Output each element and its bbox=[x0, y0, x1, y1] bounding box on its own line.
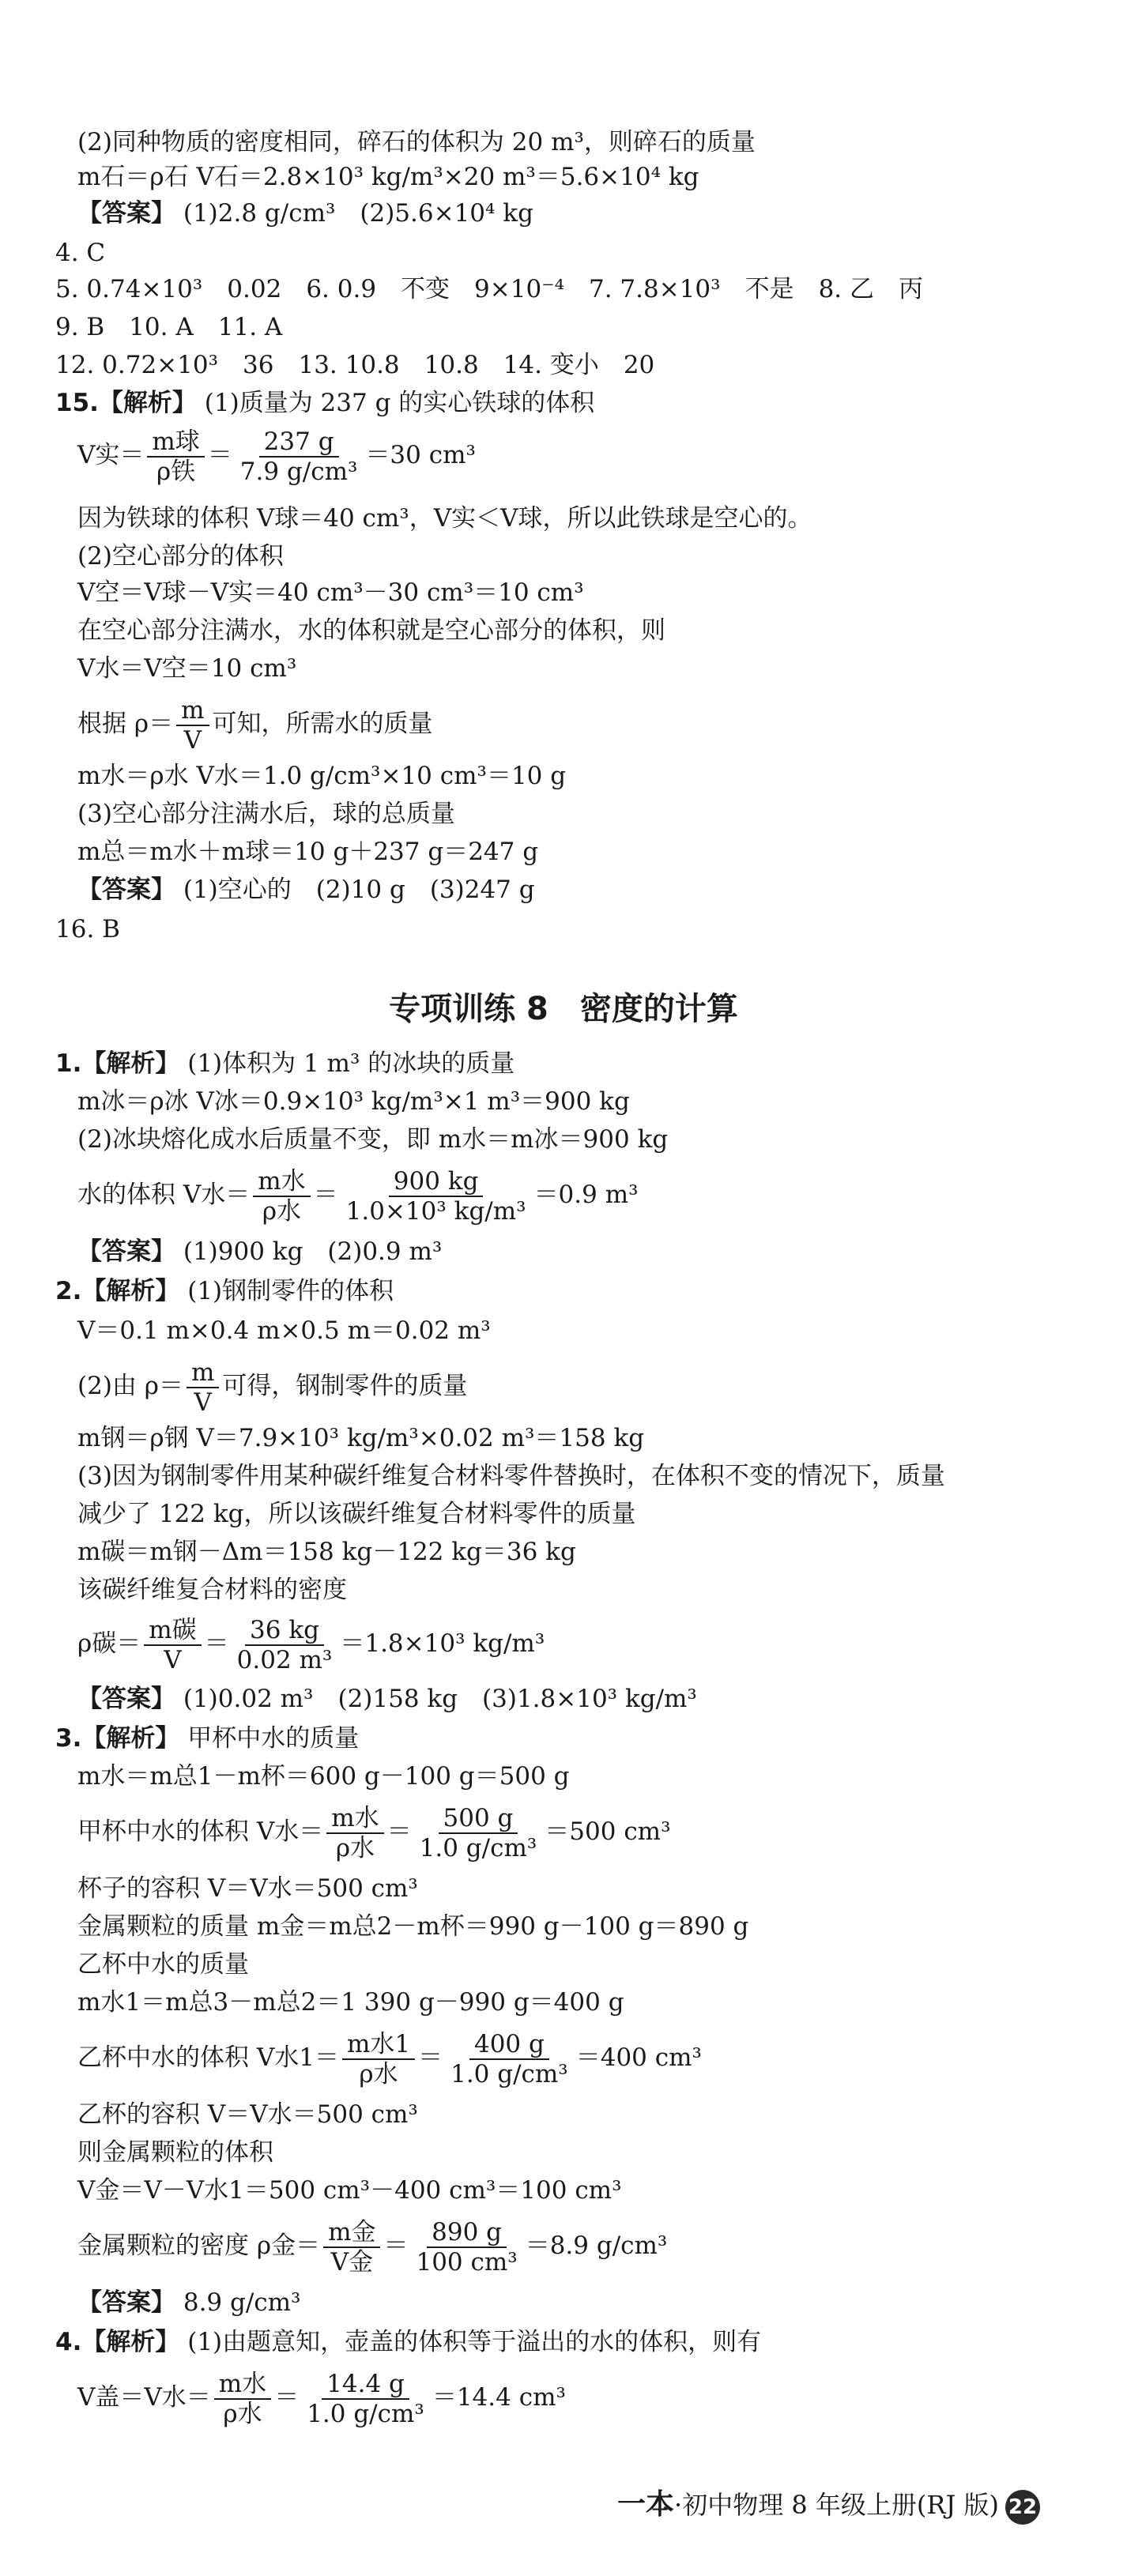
denominator: ρ水 bbox=[262, 1196, 302, 1226]
numerator: m水 bbox=[326, 1804, 383, 1834]
fraction-line bbox=[77, 2217, 667, 2277]
formula-suffix: 可知，所需水的质量 bbox=[212, 710, 433, 738]
analysis-line bbox=[55, 2326, 761, 2358]
formula-line: V＝0.1 m×0.4 m×0.5 m＝0.02 m³ bbox=[77, 1316, 491, 1345]
answer-tag: 【答案】 bbox=[77, 1237, 175, 1266]
formula-prefix: 金属颗粒的密度 ρ金＝ bbox=[77, 2231, 321, 2260]
fraction-line bbox=[77, 2029, 702, 2088]
analysis-line bbox=[55, 387, 594, 419]
formula-suffix: ＝14.4 cm³ bbox=[432, 2383, 566, 2412]
denominator: ρ水 bbox=[223, 2399, 262, 2428]
text-line: 在空心部分注满水，水的体积就是空心部分的体积，则 bbox=[77, 616, 665, 645]
fraction-line bbox=[77, 1166, 639, 1226]
page-footer bbox=[617, 2487, 1040, 2525]
fraction-line bbox=[77, 1615, 545, 1674]
answer-text: (1)900 kg (2)0.9 m³ bbox=[183, 1237, 443, 1266]
answer-item: 16. B bbox=[55, 915, 120, 943]
formula-prefix: (2)由 ρ＝ bbox=[77, 1372, 183, 1400]
formula-suffix: ＝8.9 g/cm³ bbox=[525, 2231, 668, 2260]
fraction bbox=[187, 1358, 219, 1417]
fraction bbox=[342, 2030, 415, 2088]
fraction bbox=[326, 1804, 383, 1862]
formula-line: m总＝m水＋m球＝10 g＋237 g＝247 g bbox=[77, 838, 539, 866]
numerator: m碳 bbox=[144, 1616, 201, 1646]
fraction-line bbox=[77, 1358, 467, 1417]
analysis-tag: 3.【解析】 bbox=[55, 1724, 180, 1753]
formula-suffix: ＝0.9 m³ bbox=[533, 1181, 639, 1209]
equals: ＝ bbox=[418, 2043, 443, 2072]
answer-item: 5. 0.74×10³ 0.02 6. 0.9 不变 9×10⁻⁴ 7. 7.8×10³ 不是 8. 乙 丙 bbox=[55, 275, 924, 303]
equals: ＝ bbox=[274, 2383, 300, 2412]
answer-tag: 【答案】 bbox=[77, 199, 175, 228]
answer-text: (1)2.8 g/cm³ (2)5.6×10⁴ kg bbox=[183, 199, 533, 228]
numerator: 400 g bbox=[469, 2030, 549, 2060]
formula-suffix: ＝500 cm³ bbox=[545, 1817, 671, 1846]
numerator: m bbox=[187, 1358, 219, 1388]
numerator: m水 bbox=[214, 2370, 271, 2400]
formula-line: m钢＝ρ钢 V＝7.9×10³ kg/m³×0.02 m³＝158 kg bbox=[77, 1424, 645, 1452]
numerator: m水 bbox=[253, 1167, 310, 1197]
formula-line: m碳＝m钢－Δm＝158 kg－122 kg＝36 kg bbox=[77, 1538, 576, 1566]
formula-line: V空＝V球－V实＝40 cm³－30 cm³＝10 cm³ bbox=[77, 578, 584, 607]
equals: ＝ bbox=[383, 2231, 409, 2260]
fraction-line bbox=[77, 695, 433, 755]
analysis-tag: 15.【解析】 bbox=[55, 389, 197, 417]
text-line: (3)空心部分注满水后，球的总质量 bbox=[77, 800, 455, 828]
formula-prefix: 乙杯中水的体积 V水1＝ bbox=[77, 2043, 339, 2072]
denominator: V bbox=[194, 1388, 212, 1417]
formula-line: m水＝m总1－m杯＝600 g－100 g＝500 g bbox=[77, 1762, 570, 1791]
equals: ＝ bbox=[313, 1181, 338, 1209]
fraction bbox=[302, 2370, 429, 2428]
formula-line: 乙杯的容积 V＝V水＝500 cm³ bbox=[77, 2100, 418, 2129]
fraction-line bbox=[77, 1803, 671, 1862]
fraction bbox=[411, 2218, 522, 2277]
formula-suffix: ＝1.8×10³ kg/m³ bbox=[340, 1629, 545, 1658]
equals: ＝ bbox=[386, 1817, 412, 1846]
fraction bbox=[446, 2030, 573, 2088]
formula-suffix: ＝400 cm³ bbox=[575, 2043, 702, 2072]
denominator: V金 bbox=[330, 2247, 373, 2277]
analysis-text: (1)体积为 1 m³ 的冰块的质量 bbox=[187, 1049, 515, 1078]
answer-text: (1)空心的 (2)10 g (3)247 g bbox=[183, 876, 535, 904]
answer-text: 8.9 g/cm³ bbox=[183, 2288, 301, 2317]
answer-tag: 【答案】 bbox=[77, 2288, 175, 2317]
analysis-tag: 1.【解析】 bbox=[55, 1049, 180, 1078]
section-title: 专项训练 8 密度的计算 bbox=[389, 991, 738, 1027]
formula-line: V金＝V－V水1＝500 cm³－400 cm³＝100 cm³ bbox=[77, 2176, 622, 2205]
fraction bbox=[415, 1804, 542, 1862]
answer-line bbox=[77, 198, 533, 229]
fraction-line bbox=[77, 2369, 566, 2428]
formula-prefix: 甲杯中水的体积 V水＝ bbox=[77, 1817, 324, 1846]
formula-line: m水1＝m总3－m总2＝1 390 g－990 g＝400 g bbox=[77, 1988, 624, 2017]
text-line: (2)同种物质的密度相同，碎石的体积为 20 m³，则碎石的质量 bbox=[77, 128, 756, 156]
numerator: m金 bbox=[323, 2218, 380, 2248]
fraction bbox=[214, 2370, 271, 2428]
numerator: m球 bbox=[147, 427, 204, 458]
text-line: (3)因为钢制零件用某种碳纤维复合材料零件替换时，在体积不变的情况下，质量 bbox=[77, 1462, 945, 1490]
numerator: m bbox=[176, 696, 209, 726]
page-number: 22 bbox=[1005, 2490, 1040, 2525]
analysis-text: (1)钢制零件的体积 bbox=[187, 1277, 394, 1305]
denominator: 100 cm³ bbox=[416, 2247, 518, 2277]
formula-line: m水＝ρ水 V水＝1.0 g/cm³×10 cm³＝10 g bbox=[77, 762, 567, 790]
analysis-text: 甲杯中水的质量 bbox=[187, 1724, 360, 1753]
text-line: 乙杯中水的质量 bbox=[77, 1950, 249, 1979]
formula-line: m石＝ρ石 V石＝2.8×10³ kg/m³×20 m³＝5.6×10⁴ kg bbox=[77, 163, 699, 191]
fraction bbox=[144, 1616, 201, 1674]
formula-suffix: 可得，钢制零件的质量 bbox=[222, 1372, 468, 1400]
denominator: 1.0×10³ kg/m³ bbox=[345, 1196, 526, 1226]
text-line: 减少了 122 kg，所以该碳纤维复合材料零件的质量 bbox=[77, 1500, 636, 1528]
numerator: 890 g bbox=[427, 2218, 507, 2248]
fraction bbox=[147, 427, 204, 486]
answer-line bbox=[77, 1236, 442, 1267]
formula-prefix: V盖＝V水＝ bbox=[77, 2383, 211, 2412]
text-line: (2)空心部分的体积 bbox=[77, 542, 284, 571]
fraction bbox=[236, 427, 363, 486]
answer-line bbox=[77, 874, 535, 906]
formula-suffix: ＝30 cm³ bbox=[365, 441, 476, 469]
fraction bbox=[253, 1167, 310, 1226]
text-line: (2)冰块熔化成水后质量不变，即 m水＝m冰＝900 kg bbox=[77, 1125, 669, 1154]
denominator: 7.9 g/cm³ bbox=[239, 457, 358, 486]
formula-line: m冰＝ρ冰 V冰＝0.9×10³ kg/m³×1 m³＝900 kg bbox=[77, 1087, 630, 1116]
analysis-tag: 4.【解析】 bbox=[55, 2328, 180, 2356]
fraction bbox=[176, 696, 209, 755]
answer-text: (1)0.02 m³ (2)158 kg (3)1.8×10³ kg/m³ bbox=[183, 1685, 697, 1713]
denominator: 1.0 g/cm³ bbox=[419, 1833, 537, 1862]
equals: ＝ bbox=[207, 441, 232, 469]
numerator: 14.4 g bbox=[322, 2370, 409, 2400]
denominator: 0.02 m³ bbox=[236, 1645, 333, 1674]
denominator: ρ铁 bbox=[156, 457, 196, 486]
numerator: 237 g bbox=[259, 427, 339, 458]
denominator: V bbox=[183, 725, 202, 755]
numerator: 36 kg bbox=[245, 1616, 324, 1646]
analysis-tag: 2.【解析】 bbox=[55, 1277, 180, 1305]
answer-item: 9. B 10. A 11. A bbox=[55, 313, 283, 341]
formula-prefix: 水的体积 V水＝ bbox=[77, 1181, 251, 1209]
fraction-line bbox=[77, 427, 476, 486]
answer-line bbox=[77, 2287, 301, 2318]
fraction bbox=[232, 1616, 337, 1674]
analysis-text: (1)由题意知，壶盖的体积等于溢出的水的体积，则有 bbox=[187, 2328, 762, 2356]
numerator: 500 g bbox=[439, 1804, 518, 1834]
answer-item: 4. C bbox=[55, 239, 106, 267]
answer-item: 12. 0.72×10³ 36 13. 10.8 10.8 14. 变小 20 bbox=[55, 351, 655, 379]
analysis-line bbox=[55, 1723, 359, 1754]
text-line: 因为铁球的体积 V球＝40 cm³，V实＜V球，所以此铁球是空心的。 bbox=[77, 504, 812, 533]
answer-line bbox=[77, 1683, 697, 1715]
formula-prefix: V实＝ bbox=[77, 441, 145, 469]
numerator: m水1 bbox=[342, 2030, 415, 2060]
analysis-line bbox=[55, 1048, 514, 1079]
fraction bbox=[323, 2218, 380, 2277]
formula-prefix: 根据 ρ＝ bbox=[77, 710, 174, 738]
text-line: 则金属颗粒的体积 bbox=[77, 2138, 273, 2167]
book-title: ·初中物理 8 年级上册(RJ 版) bbox=[674, 2490, 999, 2520]
formula-prefix: ρ碳＝ bbox=[77, 1629, 141, 1658]
brand-name: 一本 bbox=[617, 2488, 675, 2521]
fraction bbox=[341, 1167, 531, 1226]
formula-line: V水＝V空＝10 cm³ bbox=[77, 654, 297, 683]
formula-line: 杯子的容积 V＝V水＝500 cm³ bbox=[77, 1874, 418, 1903]
numerator: 900 kg bbox=[389, 1167, 484, 1197]
denominator: V bbox=[164, 1645, 182, 1674]
analysis-text: (1)质量为 237 g 的实心铁球的体积 bbox=[204, 389, 595, 417]
denominator: 1.0 g/cm³ bbox=[307, 2399, 424, 2428]
equals: ＝ bbox=[204, 1629, 229, 1658]
denominator: ρ水 bbox=[359, 2059, 398, 2088]
denominator: 1.0 g/cm³ bbox=[450, 2059, 568, 2088]
formula-line: 金属颗粒的质量 m金＝m总2－m杯＝990 g－100 g＝890 g bbox=[77, 1912, 749, 1941]
answer-tag: 【答案】 bbox=[77, 876, 175, 904]
analysis-line bbox=[55, 1275, 394, 1307]
answer-tag: 【答案】 bbox=[77, 1685, 175, 1713]
text-line: 该碳纤维复合材料的密度 bbox=[77, 1576, 347, 1604]
denominator: ρ水 bbox=[335, 1833, 375, 1862]
